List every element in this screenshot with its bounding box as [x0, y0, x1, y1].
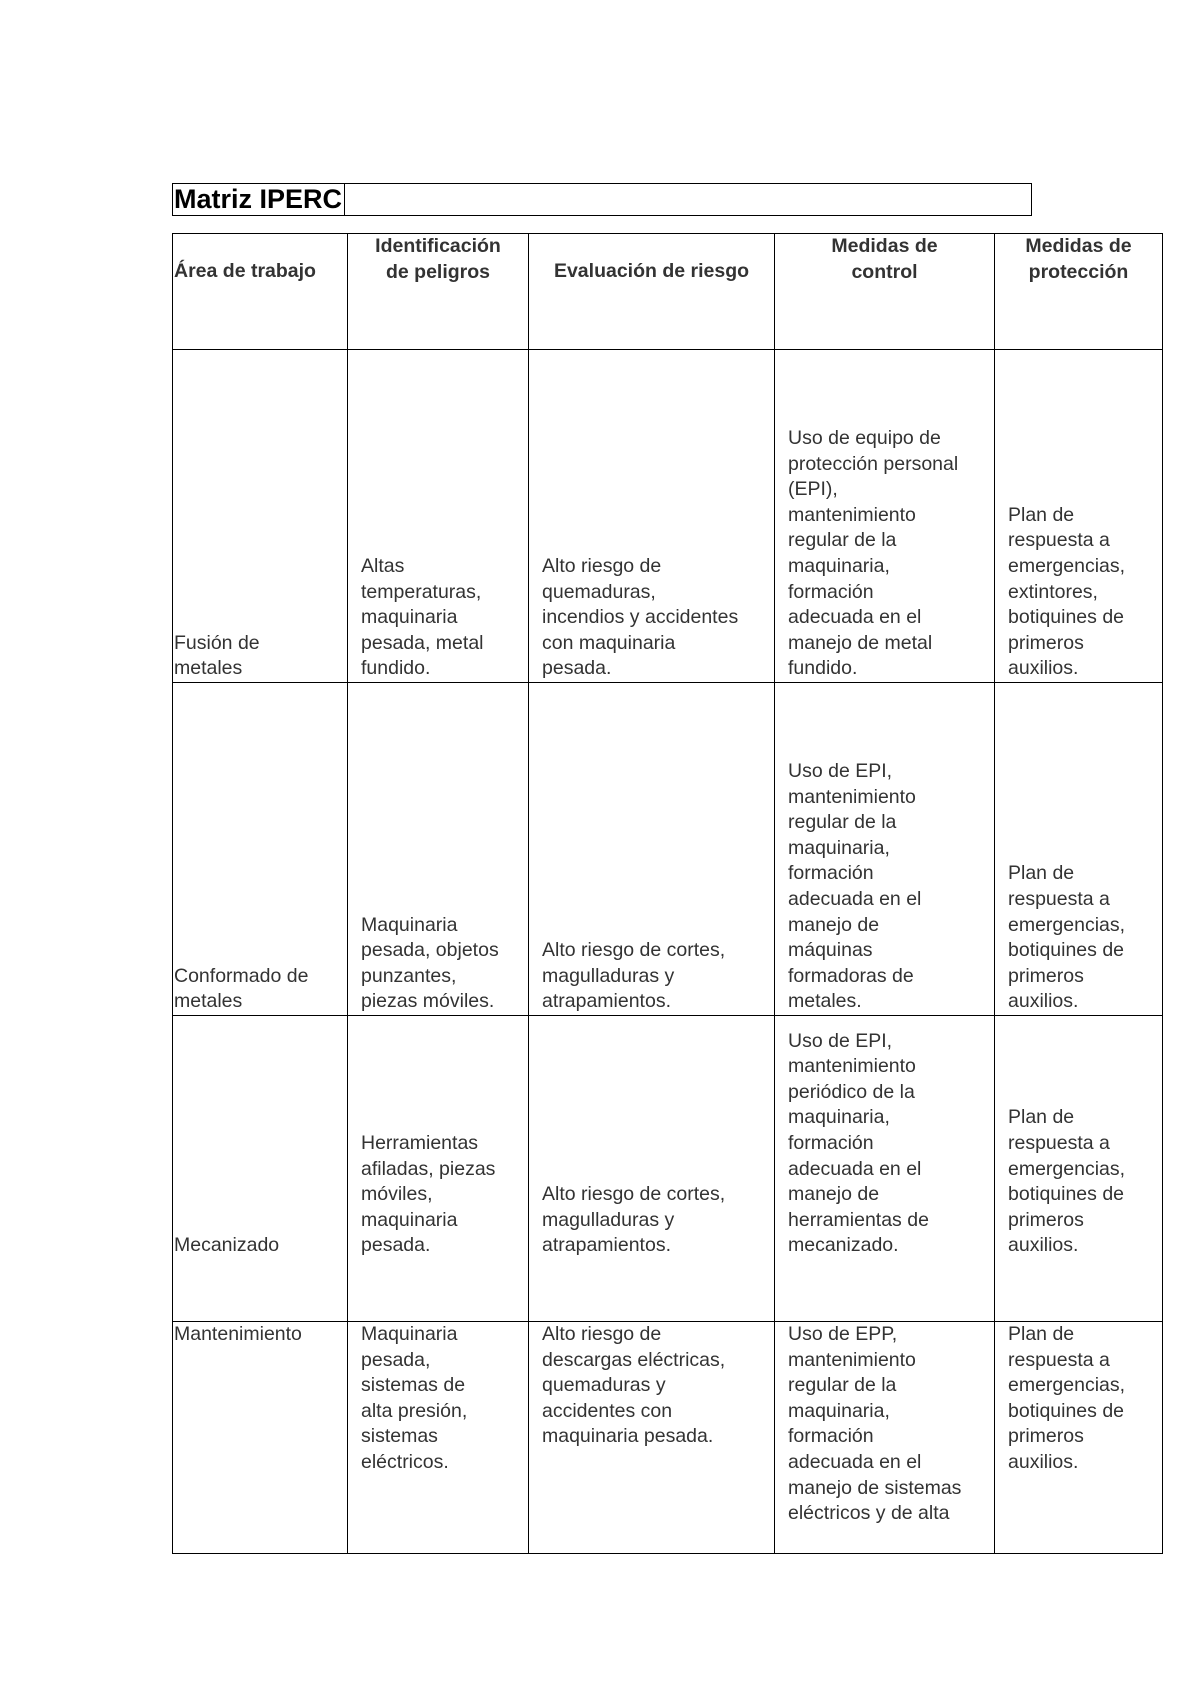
- header-control: Medidas de control: [775, 234, 995, 350]
- cell-text: Uso de EPI, mantenimiento periódico de la maquinaria, formación adecuada en el manejo de herramientas de mecanizado.: [788, 1029, 929, 1257]
- cell-peligros: [348, 1016, 529, 1322]
- cell-proteccion: [995, 1322, 1163, 1554]
- cell-text: Alto riesgo de cortes, magulladuras y atrapamientos.: [542, 1183, 726, 1257]
- cell-proteccion: [995, 350, 1163, 683]
- header-peligros: Identificación de peligros: [348, 234, 529, 350]
- cell-text: Altas temperaturas, maquinaria pesada, metal fundido.: [361, 555, 484, 680]
- title-box: [172, 183, 1032, 216]
- cell-text: Herramientas afiladas, piezas móviles, maquinaria pesada.: [361, 1132, 496, 1257]
- cell-text: Plan de respuesta a emergencias, botiquines de primeros auxilios.: [1008, 1323, 1126, 1473]
- table-row: [173, 1322, 1163, 1554]
- table-header-row: [173, 234, 1163, 350]
- cell-text: Uso de EPP, mantenimiento regular de la maquinaria, formación adecuada en el manejo de sistemas eléctricos y de alta: [788, 1323, 962, 1525]
- cell-text: Conformado de metales: [174, 964, 309, 1013]
- cell-text: Plan de respuesta a emergencias, extintores, botiquines de primeros auxilios.: [1008, 503, 1126, 680]
- cell-evaluacion: [529, 683, 775, 1016]
- cell-text: Plan de respuesta a emergencias, botiquines de primeros auxilios.: [1008, 862, 1126, 1013]
- cell-peligros: [348, 350, 529, 683]
- cell-proteccion: [995, 683, 1163, 1016]
- cell-text: Maquinaria pesada, sistemas de alta presión, sistemas eléctricos.: [361, 1323, 468, 1473]
- cell-control: [775, 350, 995, 683]
- cell-peligros: [348, 683, 529, 1016]
- header-evaluacion: Evaluación de riesgo: [529, 234, 775, 350]
- table-row: [173, 350, 1163, 683]
- cell-text: Uso de equipo de protección personal (EPI), mantenimiento regular de la maquinaria, formación adecuada en el manejo de metal fundido.: [788, 427, 959, 680]
- table-row: [173, 683, 1163, 1016]
- cell-evaluacion: [529, 1016, 775, 1322]
- cell-peligros: [348, 1322, 529, 1554]
- cell-text: Alto riesgo de cortes, magulladuras y atrapamientos.: [542, 939, 726, 1013]
- cell-control: [775, 683, 995, 1016]
- iperc-table: [172, 233, 1163, 1554]
- cell-text: Alto riesgo de descargas eléctricas, quemaduras y accidentes con maquinaria pesada.: [542, 1323, 726, 1448]
- cell-text: Mecanizado: [174, 1234, 280, 1257]
- cell-evaluacion: [529, 1322, 775, 1554]
- cell-evaluacion: [529, 350, 775, 683]
- cell-text: Maquinaria pesada, objetos punzantes, piezas móviles.: [361, 913, 499, 1013]
- cell-control: [775, 1322, 995, 1554]
- cell-area: [173, 1016, 348, 1322]
- cell-text: Uso de EPI, mantenimiento regular de la maquinaria, formación adecuada en el manejo de máquinas formadoras de metales.: [788, 760, 922, 1013]
- table-row: [173, 1016, 1163, 1322]
- header-proteccion: Medidas de protección: [995, 234, 1163, 350]
- cell-area: [173, 350, 348, 683]
- cell-area: [173, 1322, 348, 1554]
- cell-text: Plan de respuesta a emergencias, botiquines de primeros auxilios.: [1008, 1106, 1126, 1257]
- cell-text: Mantenimiento: [174, 1323, 302, 1345]
- cell-text: Fusión de metales: [174, 631, 260, 680]
- cell-text: Alto riesgo de quemaduras, incendios y accidentes con maquinaria pesada.: [542, 555, 739, 680]
- page-title: Matriz IPERC: [174, 184, 345, 215]
- cell-proteccion: [995, 1016, 1163, 1322]
- cell-area: [173, 683, 348, 1016]
- header-area: Área de trabajo: [173, 234, 348, 350]
- cell-control: [775, 1016, 995, 1322]
